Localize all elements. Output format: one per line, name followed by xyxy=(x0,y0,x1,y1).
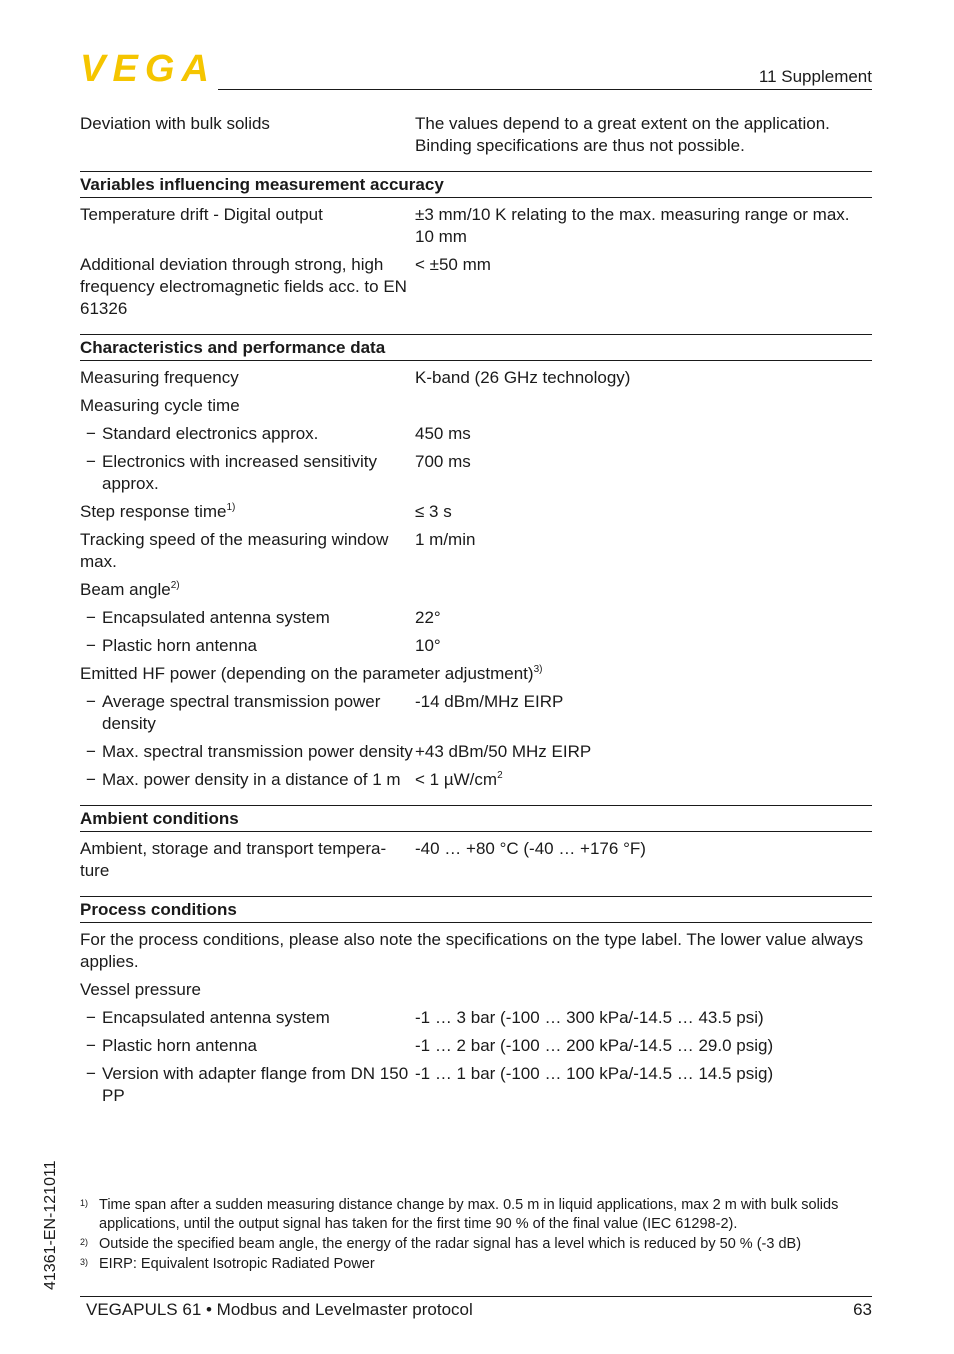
dash-bullet: − xyxy=(86,608,96,627)
spec-value: -1 … 1 bar (-100 … 100 kPa/-14.5 … 14.5 psig) xyxy=(415,1064,774,1083)
spec-value: K-band (26 GHz technology) xyxy=(415,368,631,387)
spec-row xyxy=(80,254,872,320)
spec-value: 450 ms xyxy=(415,424,471,443)
spec-label xyxy=(80,423,415,445)
spec-label xyxy=(80,451,415,495)
spec-value: +43 dBm/50 MHz EIRP xyxy=(415,742,592,761)
spec-label: Measuring frequency xyxy=(80,368,239,387)
spec-row xyxy=(80,838,872,882)
spec-label-text: Max. spectral transmission power density xyxy=(102,742,413,761)
spec-row xyxy=(80,113,872,157)
footnote xyxy=(80,1255,872,1274)
dash-bullet: − xyxy=(86,742,96,761)
footnote-ref: 2) xyxy=(170,580,180,591)
spec-label xyxy=(80,691,415,735)
spec-subrow xyxy=(80,1063,872,1107)
spec-row xyxy=(80,367,872,389)
spec-subrow xyxy=(80,1035,872,1057)
spec-label xyxy=(80,1035,415,1057)
spec-row xyxy=(80,529,872,573)
spec-group-label: Measuring cycle time xyxy=(80,396,240,415)
header-divider xyxy=(218,89,872,90)
spec-label-text: Version with adapter flange from DN 150 PP xyxy=(102,1064,409,1105)
spec-label: Additional deviation through strong, high frequency electromagnetic fields acc. to EN 61326 xyxy=(80,255,407,318)
spec-label: Temperature drift - Digital output xyxy=(80,205,323,224)
spec-label-text: Max. power density in a distance of 1 m xyxy=(102,770,401,789)
spec-label-text: Standard electronics approx. xyxy=(102,424,319,443)
spec-value: -14 dBm/MHz EIRP xyxy=(415,692,564,711)
spec-label xyxy=(80,741,415,763)
spec-subrow xyxy=(80,691,872,735)
spec-row xyxy=(80,501,872,523)
spec-subrow xyxy=(80,451,872,495)
spec-subrow xyxy=(80,423,872,445)
footnote-text: EIRP: Equivalent Isotropic Radiated Power xyxy=(99,1256,375,1272)
spec-value: -40 … +80 °C (-40 … +176 °F) xyxy=(415,839,646,858)
spec-value: 700 ms xyxy=(415,452,471,471)
svg-text:VEGA: VEGA xyxy=(80,50,210,84)
process-note: For the process conditions, please also note the specifications on the type label. The lower value always applies. xyxy=(80,930,864,971)
footnote-ref: 1) xyxy=(226,502,236,513)
spec-group-label xyxy=(80,663,872,685)
spec-label xyxy=(80,635,415,657)
page-number: 63 xyxy=(853,1300,872,1319)
section-heading-process: Process conditions xyxy=(80,896,872,923)
spec-value: < ±50 mm xyxy=(415,255,491,274)
footnote-text: Outside the specified beam angle, the energy of the radar signal has a level which is reduced by 50 % (-3 dB) xyxy=(99,1236,802,1252)
spec-label: Deviation with bulk solids xyxy=(80,114,270,133)
dash-bullet: − xyxy=(86,770,96,789)
spec-subrow xyxy=(80,769,872,791)
footnote xyxy=(80,1235,872,1254)
footnote-ref: 3) xyxy=(533,664,543,675)
spec-label-text: Beam angle xyxy=(80,580,171,599)
spec-subrow xyxy=(80,607,872,629)
footer-divider xyxy=(80,1296,872,1297)
dash-bullet: − xyxy=(86,1008,96,1027)
footer-title: VEGAPULS 61 • Modbus and Levelmaster protocol xyxy=(86,1300,473,1319)
spec-subrow xyxy=(80,635,872,657)
spec-value-text: < 1 µW/cm xyxy=(415,770,498,789)
dash-bullet: − xyxy=(86,1064,96,1083)
spec-value: 10° xyxy=(415,636,441,655)
spec-label-text: Electronics with increased sensitivity approx. xyxy=(102,452,377,493)
footnote-number: 2) xyxy=(80,1237,89,1247)
dash-bullet: − xyxy=(86,452,96,471)
spec-subrow xyxy=(80,1007,872,1029)
spec-value: -1 … 2 bar (-100 … 200 kPa/-14.5 … 29.0 psig) xyxy=(415,1036,774,1055)
spec-label xyxy=(80,607,415,629)
section-heading-characteristics: Characteristics and performance data xyxy=(80,334,872,361)
spec-label-text: Plastic horn antenna xyxy=(102,636,257,655)
footnote xyxy=(80,1196,872,1234)
footnote-number: 1) xyxy=(80,1198,89,1208)
footnotes xyxy=(80,1196,872,1275)
spec-label-text: Emitted HF power (depending on the parameter adjustment) xyxy=(80,664,534,683)
dash-bullet: − xyxy=(86,1036,96,1055)
footnote-text: Time span after a sudden measuring distance change by max. 0.5 m in liquid applications, max 2 m with bulk solids applications, until the output signal has taken for the first time 90 % of the final value (IEC 61298-2). xyxy=(99,1197,839,1232)
unit-exponent: 2 xyxy=(497,770,503,781)
spec-value: The values depend to a great extent on the application. Binding specifications are thus not possible. xyxy=(415,114,830,155)
spec-label xyxy=(80,1007,415,1029)
spec-label-text: Plastic horn antenna xyxy=(102,1036,257,1055)
spec-label-text: Step response time xyxy=(80,502,227,521)
spec-value xyxy=(415,769,872,791)
spec-label-text: Encapsulated antenna system xyxy=(102,608,330,627)
dash-bullet: − xyxy=(86,424,96,443)
spec-label xyxy=(80,501,415,523)
section-heading-variables: Variables influencing measurement accuracy xyxy=(80,171,872,198)
spec-label: Ambient, storage and transport tempera-ture xyxy=(80,839,387,880)
spec-label xyxy=(80,769,415,791)
spec-value: -1 … 3 bar (-100 … 300 kPa/-14.5 … 43.5 psi) xyxy=(415,1008,764,1027)
spec-value: 1 m/min xyxy=(415,530,476,549)
spec-group-label xyxy=(80,579,872,601)
spec-subrow xyxy=(80,741,872,763)
spec-row xyxy=(80,204,872,248)
vega-logo xyxy=(80,50,212,84)
spec-value: 22° xyxy=(415,608,441,627)
section-heading-ambient: Ambient conditions xyxy=(80,805,872,832)
spec-label: Tracking speed of the measuring window max. xyxy=(80,530,389,571)
document-code: 41361-EN-121011 xyxy=(42,1160,59,1290)
spec-content xyxy=(80,113,872,1113)
footnote-number: 3) xyxy=(80,1257,89,1267)
dash-bullet: − xyxy=(86,692,96,711)
dash-bullet: − xyxy=(86,636,96,655)
spec-group-label: Vessel pressure xyxy=(80,980,201,999)
spec-label-text: Encapsulated antenna system xyxy=(102,1008,330,1027)
section-label: 11 Supplement xyxy=(758,67,872,86)
spec-value: ≤ 3 s xyxy=(415,502,452,521)
spec-label-text: Average spectral transmission power density xyxy=(102,692,381,733)
spec-value: ±3 mm/10 K relating to the max. measuring range or max. 10 mm xyxy=(415,205,850,246)
spec-label xyxy=(80,1063,415,1107)
